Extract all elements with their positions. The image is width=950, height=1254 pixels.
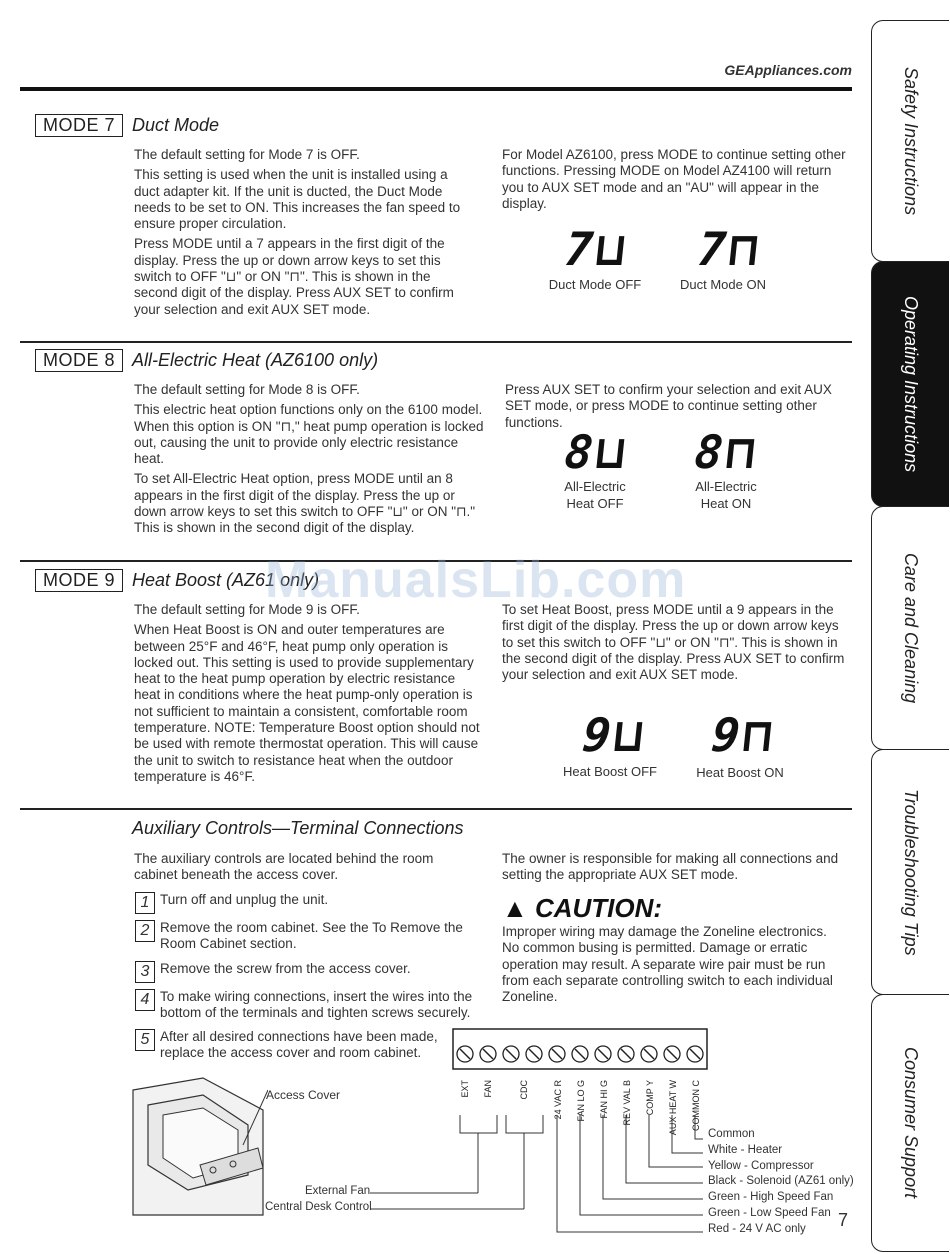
display-heatboost-on: 9⊓ [709,708,779,762]
mode9-label: MODE 9 [35,569,123,592]
terminal-label: FAN LO G [576,1080,586,1122]
terminal-block [452,1028,708,1070]
step-5: 5 After all desired connections have been made, replace the access cover and room cabinet. [135,1029,480,1062]
terminal-label: COMP Y [645,1080,655,1116]
tab-safety-instructions[interactable]: Safety Instructions [871,20,949,262]
tab-operating-instructions[interactable]: Operating Instructions [871,261,949,507]
tab-troubleshooting-tips[interactable]: Troubleshooting Tips [871,749,949,995]
display-duct-on: 7⊓ [695,222,765,276]
mode8-right-text: Press AUX SET to confirm your selection and exit AUX SET mode, or press MODE to continue setting other functions. [505,382,832,430]
owner-text: The owner is responsible for making all connections and setting the appropriate AUX SET mode. [502,851,839,883]
display-duct-off: 7⊔ [562,222,632,276]
aux-title: Auxiliary Controls—Terminal Connections [132,818,464,838]
caution-text: Improper wiring may damage the Zoneline electronics. No common busing is permitted. Damage or erratic operation may result. A separate wire pair must be run from each separate controlling switch to each individual Zoneline. [502,924,833,1005]
aux-intro: The auxiliary controls are located behind the room cabinet beneath the access cover. [134,851,434,883]
caption-duct-off: Duct Mode OFF [548,277,642,292]
header-rule [20,87,852,91]
terminal-label: AUX HEAT W [668,1080,678,1136]
mode9-title: Heat Boost (AZ61 only) [132,570,320,590]
terminal-label: COMMON C [691,1080,701,1131]
warning-icon: ▲ [502,893,528,923]
terminal-label: EXT [460,1080,470,1098]
step-2: 2 Remove the room cabinet. See the To Remove the Room Cabinet section. [135,920,480,953]
caution-heading: ▲ CAUTION: [502,893,663,923]
wire-legend: Common White - Heater Yellow - Compressor Black - Solenoid (AZ61 only) Green - High Speed Fan Green - Low Speed Fan Red - 24 V AC only [708,1128,854,1235]
access-cover-label: Access Cover [266,1088,341,1102]
page-number: 7 [838,1210,849,1230]
mode7-title: Duct Mode [132,115,220,135]
mode7-label: MODE 7 [35,114,123,137]
caption-heatboost-on: Heat Boost ON [696,765,784,780]
caption-duct-on: Duct Mode ON [680,277,766,292]
tab-care-and-cleaning[interactable]: Care and Cleaning [871,506,949,750]
mode9-right-text: To set Heat Boost, press MODE until a 9 appears in the first digit of the display. Press the up or down arrow keys to set this switch to OFF "⊔" or ON "⊓". This is shown in the second digit of the display. Press AUX SET to confirm your selection and exit AUX SET mode. [502,602,845,683]
cabinet-illustration [128,1070,268,1220]
external-fan-label: External Fan [305,1185,371,1197]
wiring-diagram [360,1115,710,1240]
section-rule [20,808,852,810]
display-allelectric-on: 8⊓ [692,425,762,479]
terminal-label: 24 VAC R [553,1080,563,1120]
caption-heatboost-off: Heat Boost OFF [563,764,657,779]
central-desk-label: Central Desk Control [265,1201,372,1213]
mode8-label: MODE 8 [35,349,123,372]
terminal-label: FAN HI G [599,1080,609,1119]
step-4: 4 To make wiring connections, insert the wires into the bottom of the terminals and tighten screws securely. [135,989,480,1022]
side-tabs [871,20,950,1250]
site-url: GEAppliances.com [724,62,852,78]
display-heatboost-off: 9⊔ [580,708,650,762]
caption-allelectric-on: All-Electric Heat ON [695,479,757,511]
terminal-label: FAN [483,1080,493,1098]
section-rule [20,341,852,343]
mode7-left-text: The default setting for Mode 7 is OFF. This setting is used when the unit is installed using a duct adapter kit. If the unit is ducted, the Duct Mode needs to be set to ON. This increases the fan speed to ensure proper circulation. Press MODE until a 7 appears in the first digit of the display. Press the up or down arrow keys to set this switch to OFF "⊔" or ON "⊓". This is shown in the second digit of the display. Press AUX SET to confirm your selection and exit AUX SET mode. [134,147,461,317]
mode8-title: All-Electric Heat (AZ6100 only) [132,350,379,370]
mode8-left-text: The default setting for Mode 8 is OFF. This electric heat option functions only on the 6100 model. When this option is ON "⊓," heat pump operation is locked out, causing the unit to provide only electric resistance heat. To set All-Electric Heat option, press MODE until an 8 appears in the first digit of the display. Press the up or down arrow keys to set this switch to OFF "⊔" or ON "⊓." This is shown in the second digit of the display. [134,382,484,536]
tab-consumer-support[interactable]: Consumer Support [871,994,949,1252]
terminal-label: CDC [519,1080,529,1100]
step-3: 3 Remove the screw from the access cover. [135,961,480,983]
mode9-left-text: The default setting for Mode 9 is OFF. When Heat Boost is ON and outer temperatures are between 25°F and 46°F, heat pump only operation is locked out. This setting is used to provide supplementary heat to the heat pump operation by electric resistance heat in conditions where the heat pump-only operation is not sufficient to maintain a consistent, comfortable room temperature. NOTE: Temperature Boost option should not be used with remote thermostat operation. This will cause the unit to switch to resistance heat when the outdoor temperature is 46°F. [134,602,480,784]
step-1: 1 Turn off and unplug the unit. [135,892,480,914]
caption-allelectric-off: All-Electric Heat OFF [564,479,626,511]
watermark: ManualsLib.com [265,551,687,609]
display-allelectric-off: 8⊔ [562,425,632,479]
mode7-right-text: For Model AZ6100, press MODE to continue setting other functions. Pressing MODE on Model AZ4100 will return you to AUX SET mode and an "AU" will appear in the display. [502,147,846,211]
terminal-label: REV VAL B [622,1080,632,1126]
